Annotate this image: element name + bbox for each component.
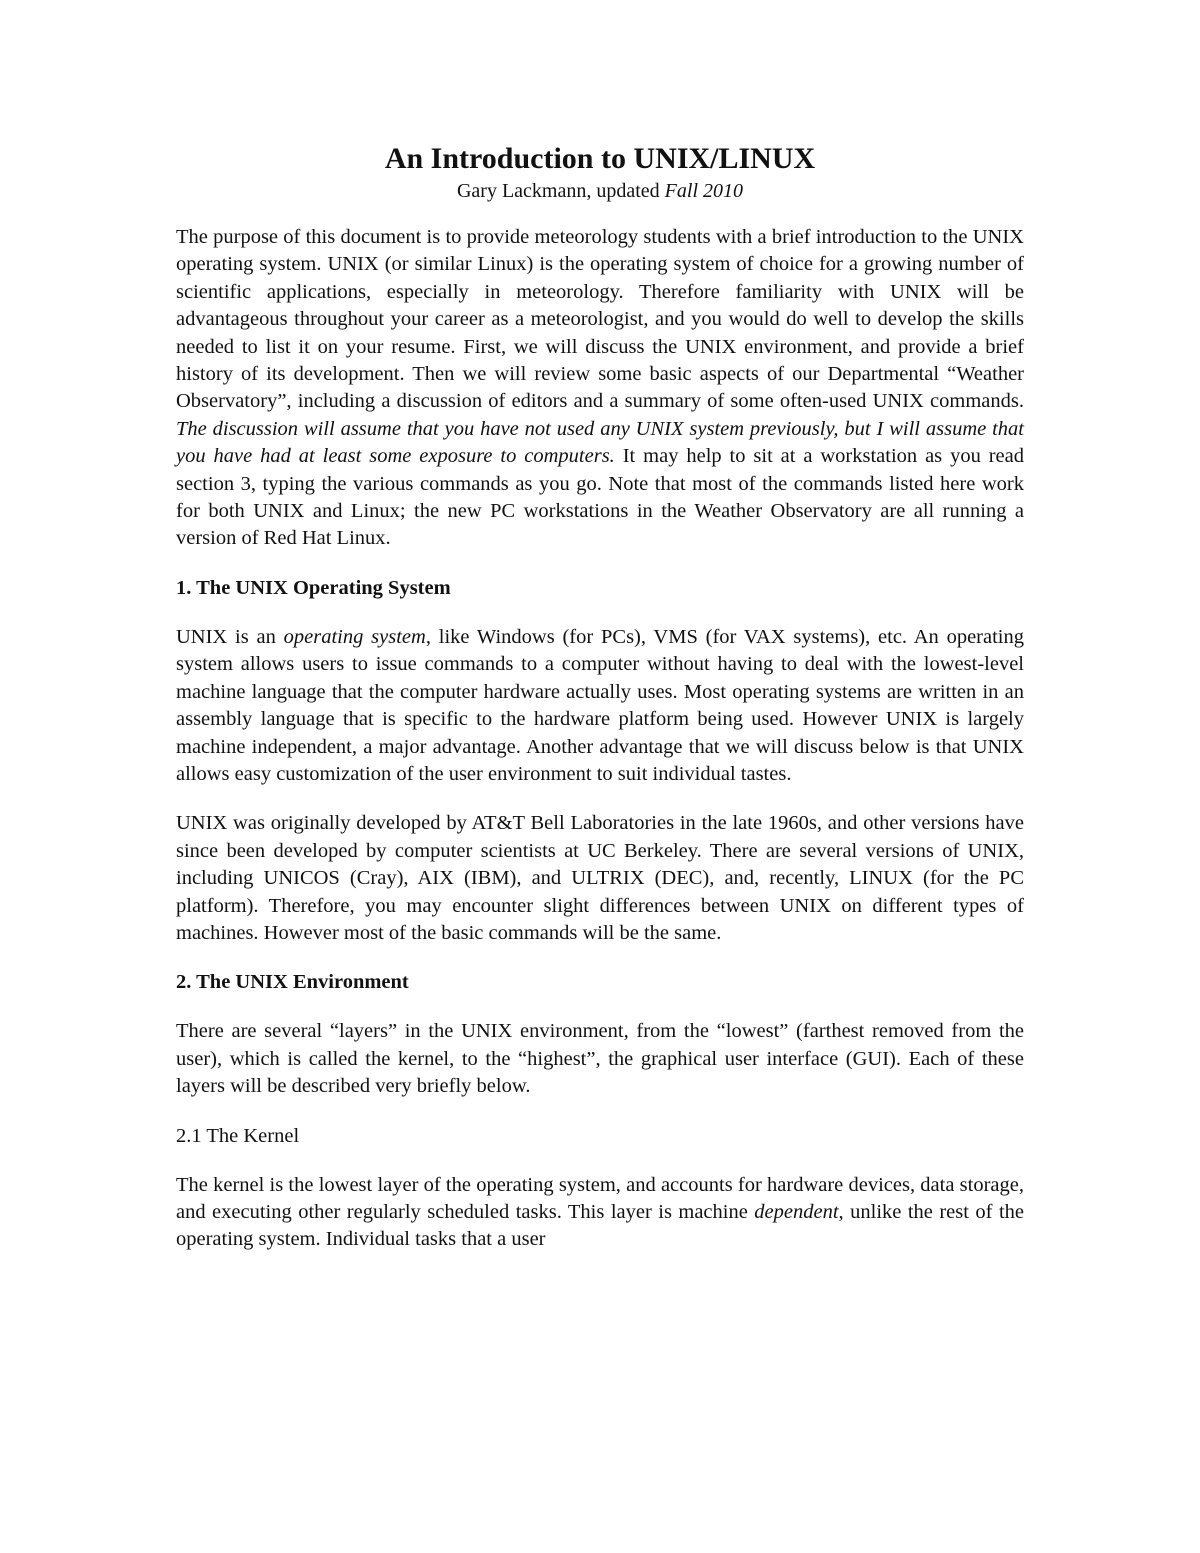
- intro-italic-text: The discussion will assume that you have not used any UNIX system previously, but I will assume that you have had at least some exposure to computers.: [176, 417, 1024, 468]
- author-date: Fall 2010: [664, 180, 744, 202]
- subsection-2-1-italic-text: dependent: [754, 1200, 839, 1223]
- subsection-2-1-heading: 2.1 The Kernel: [176, 1124, 300, 1147]
- section-2-heading: 2. The UNIX Environment: [176, 971, 409, 994]
- subsection-2-1-text-1: The kernel is the lowest layer of the operating system, and accounts for hardware devices, data storage, and executing other regularly scheduled tasks. This layer is machine: [176, 1173, 1024, 1223]
- subsection-2-1-paragraph: [176, 1172, 1024, 1254]
- document-title: An Introduction to UNIX/LINUX: [384, 142, 816, 175]
- intro-text-1: The purpose of this document is to provide meteorology students with a brief introduction to the UNIX operating system. UNIX (or similar Linux) is the operating system of choice for a growing number of scientific applications, especially in meteorology. Therefore familiarity with UNIX will be advantageous throughout your career as a meteorologist, and you would do well to develop the skills needed to list it on your resume. First, we will discuss the UNIX environment, and provide a brief history of its development. Then we will review some basic aspects of our Departmental “Weather Observatory”, including a discussion of editors and a summary of some often-used UNIX commands.: [176, 226, 1024, 413]
- intro-paragraph: [176, 224, 1024, 553]
- intro-text-2: It may help to sit at a workstation as you read section 3, typing the various commands as you go. Note that most of the commands listed here work for both UNIX and Linux; the new PC workstations in the Weather Observatory are all running a version of Red Hat Linux.: [176, 445, 1024, 550]
- section-1-paragraph-1: [176, 624, 1024, 788]
- section-1-text-2: , like Windows (for PCs), VMS (for VAX systems), etc. An operating system allows users to issue commands to a computer without having to deal with the lowest-level machine language that the computer hardware actually uses. Most operating systems are written in an assembly language that is specific to the hardware platform being used. However UNIX is largely machine independent, a major advantage. Another advantage that we will discuss below is that UNIX allows easy customization of the user environment to suit individual tastes.: [176, 625, 1024, 785]
- section-1-heading: 1. The UNIX Operating System: [176, 576, 451, 599]
- author-text: Gary Lackmann, updated: [456, 180, 665, 202]
- subsection-2-1-text-2: , unlike the rest of the operating system. Individual tasks that a user: [176, 1200, 1024, 1251]
- section-1-text-1: UNIX is an: [176, 625, 284, 648]
- section-2-paragraph-1: There are several “layers” in the UNIX environment, from the “lowest” (farthest removed from the user), which is called the kernel, to the “highest”, the graphical user interface (GUI). Each of these layers will be described very briefly below.: [176, 1020, 1024, 1098]
- section-1-paragraph-2: UNIX was originally developed by AT&T Bell Laboratories in the late 1960s, and other versions have since been developed by computer scientists at UC Berkeley. There are several versions of UNIX, including UNICOS (Cray), AIX (IBM), and ULTRIX (DEC), and, recently, LINUX (for the PC platform). Therefore, you may encounter slight differences between UNIX on different types of machines. However most of the basic commands will be the same.: [176, 812, 1024, 944]
- document-page: [176, 140, 1024, 1276]
- author-line: [176, 178, 1024, 204]
- section-1-italic-text: operating system: [283, 625, 426, 648]
